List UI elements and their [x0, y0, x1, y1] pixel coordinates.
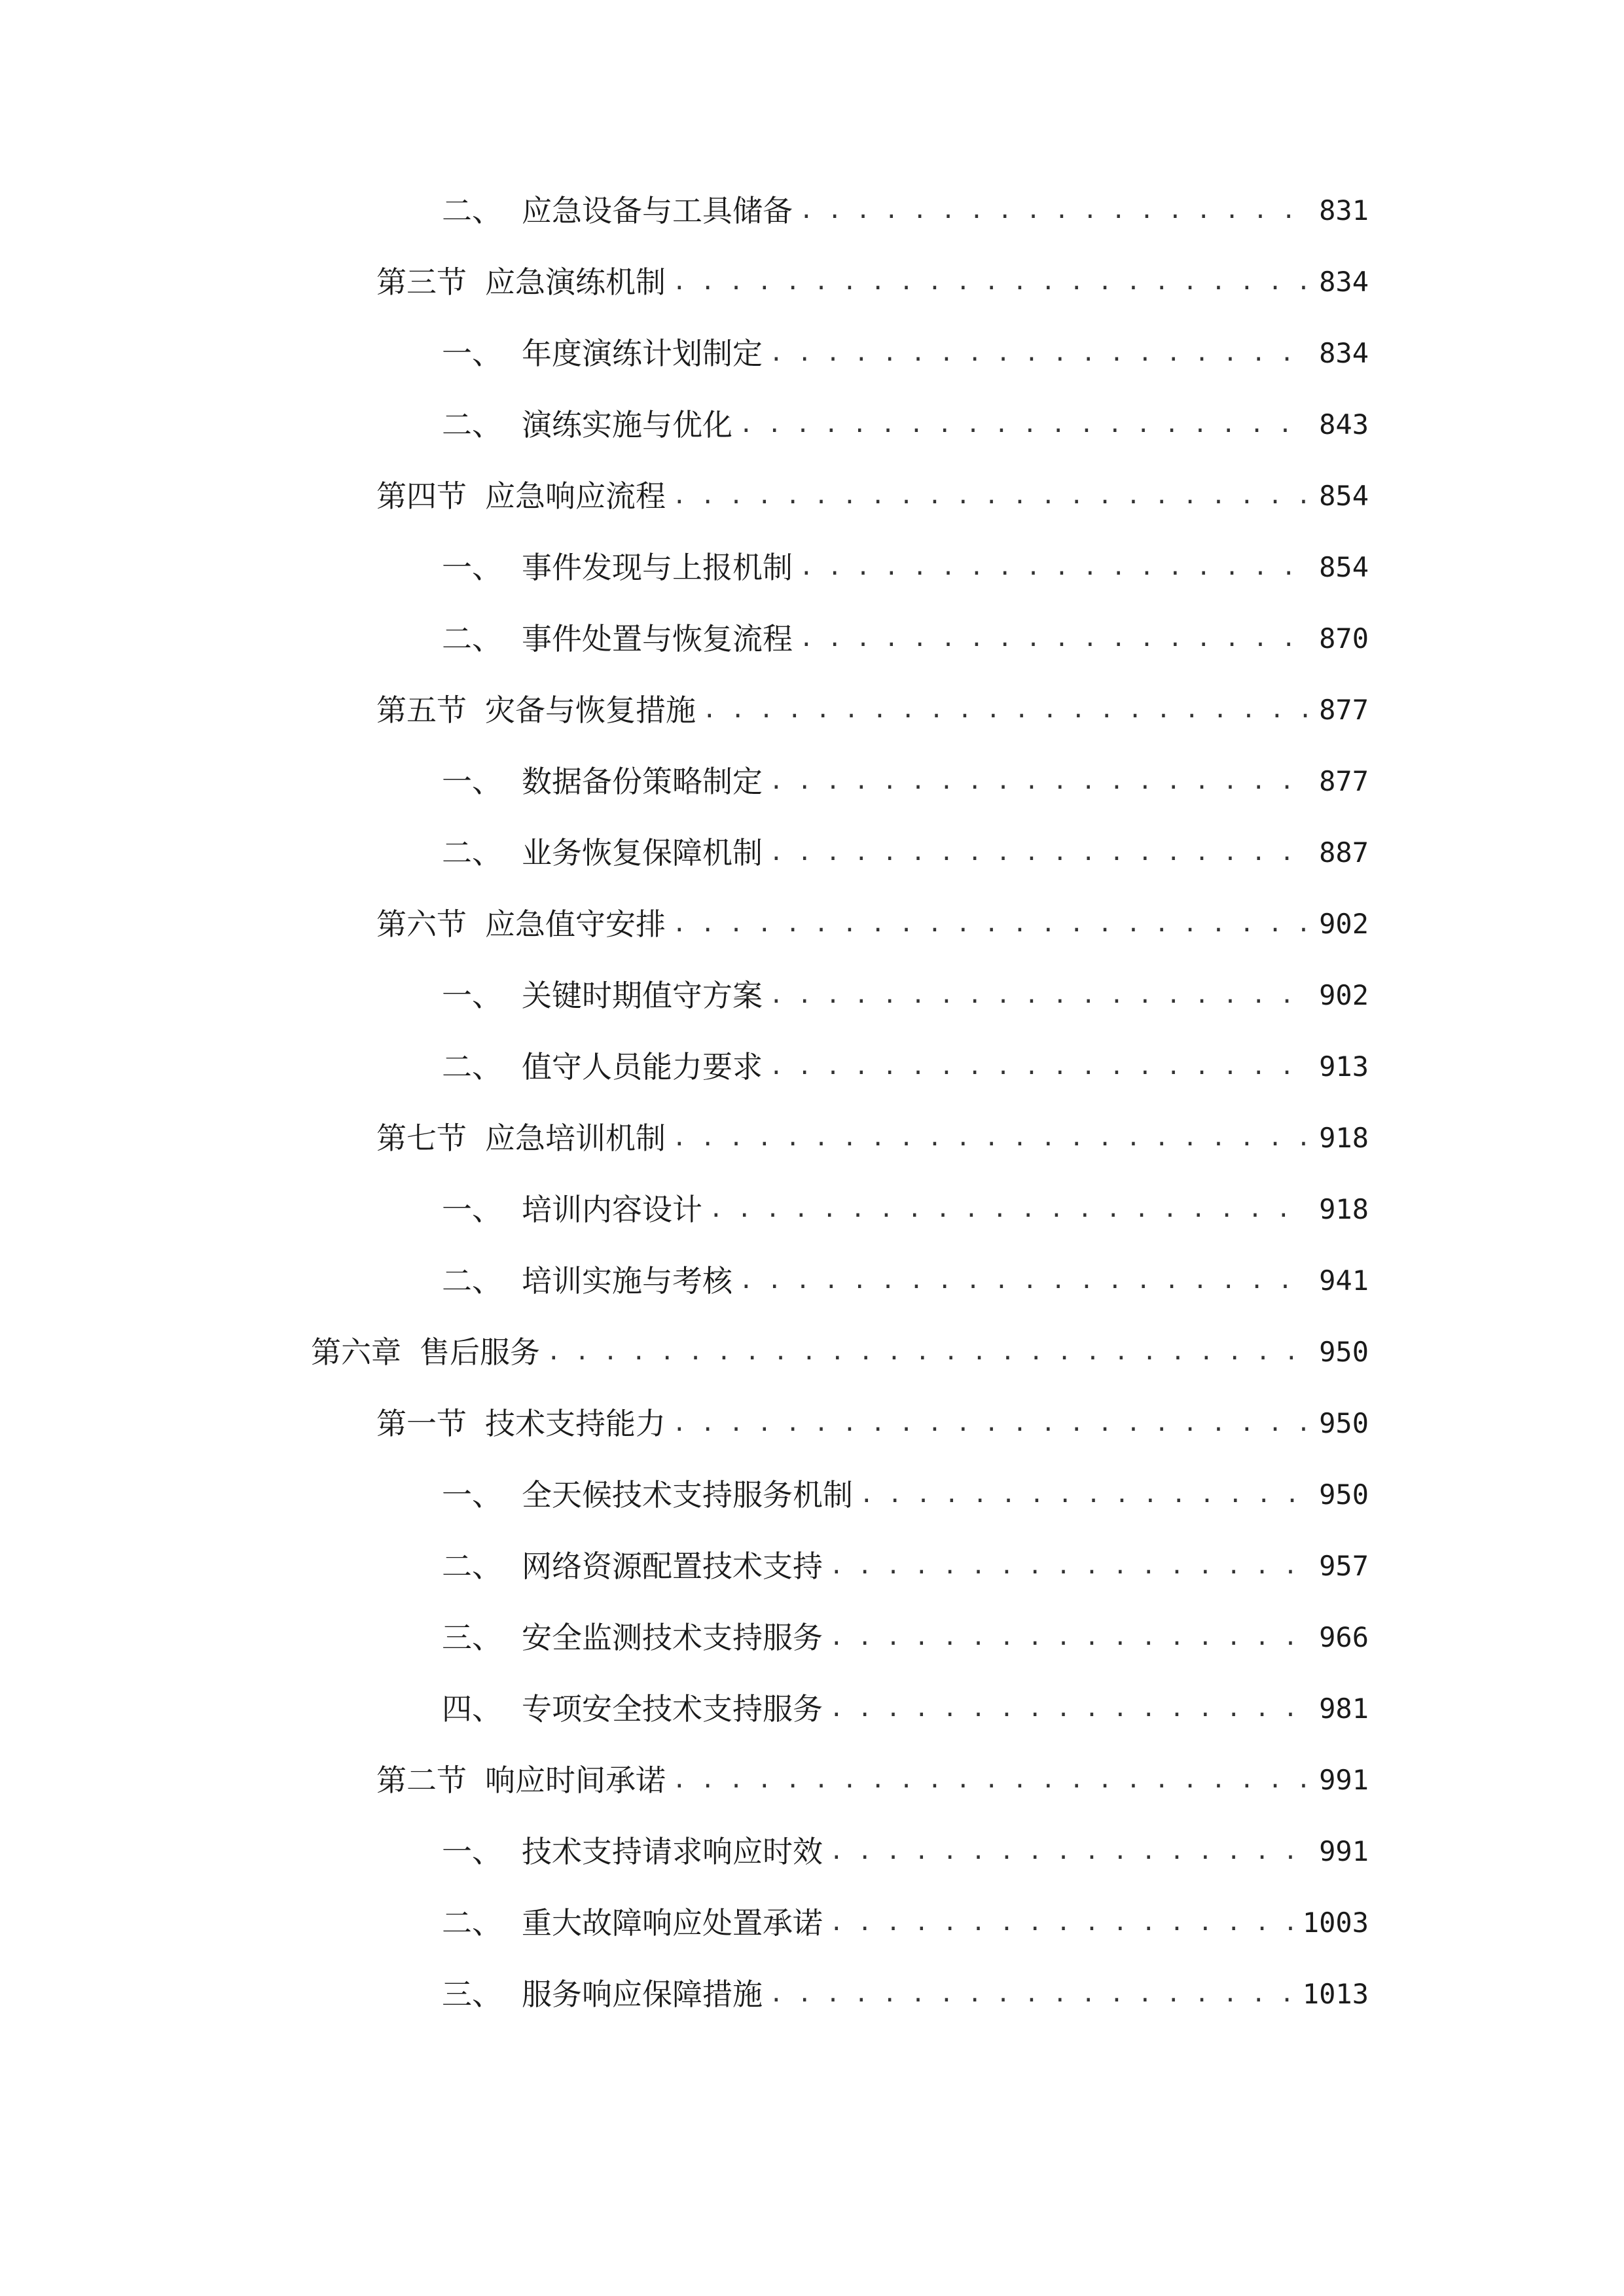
- dot-leader: [769, 833, 1310, 872]
- toc-entry-page: 887: [1319, 836, 1369, 869]
- dot-leader: [672, 1404, 1310, 1443]
- toc-entry-number: 一、: [442, 336, 502, 371]
- toc-entry-page: 991: [1319, 1835, 1369, 1867]
- dot-leader: [672, 476, 1310, 516]
- toc-entry[interactable]: [442, 1475, 1369, 1515]
- toc-entry[interactable]: [442, 1261, 1369, 1300]
- dot-leader: [769, 762, 1310, 801]
- toc-entry-title: 应急响应流程: [485, 478, 666, 514]
- toc-entry-title: 服务响应保障措施: [522, 1977, 763, 2012]
- toc-entry-page: 870: [1319, 622, 1369, 655]
- dot-leader: [547, 1333, 1310, 1372]
- dot-leader: [829, 1618, 1310, 1657]
- toc-entry-number: 二、: [442, 193, 502, 228]
- toc-entry-page: 1003: [1302, 1907, 1369, 1939]
- toc-entry-page: 877: [1319, 765, 1369, 797]
- toc-entry-page: 913: [1319, 1050, 1369, 1083]
- toc-entry-title: 应急培训机制: [485, 1121, 666, 1156]
- dot-leader: [829, 1903, 1293, 1943]
- toc-entry-number: 第六章: [311, 1335, 401, 1370]
- toc-entry-number: 四、: [442, 1691, 502, 1727]
- dot-leader: [799, 619, 1310, 658]
- dot-leader: [769, 334, 1310, 373]
- toc-entry[interactable]: [442, 1975, 1369, 2014]
- toc-entry-page: 941: [1319, 1265, 1369, 1297]
- toc-entry-number: 三、: [442, 1977, 502, 2012]
- toc-entry-title: 应急演练机制: [485, 264, 666, 300]
- dot-leader: [859, 1475, 1310, 1515]
- dot-leader: [829, 1689, 1310, 1729]
- toc-entry[interactable]: [442, 191, 1369, 230]
- toc-entry[interactable]: [442, 619, 1369, 658]
- toc-entry[interactable]: [376, 476, 1369, 516]
- toc-entry-page: 991: [1319, 1764, 1369, 1796]
- toc-entry-title: 业务恢复保障机制: [522, 835, 763, 870]
- toc-entry-page: 950: [1319, 1336, 1369, 1368]
- dot-leader: [769, 1047, 1310, 1086]
- toc-entry-page: 981: [1319, 1693, 1369, 1725]
- toc-entry-page: 834: [1319, 337, 1369, 369]
- toc-entry-number: 二、: [442, 835, 502, 870]
- toc-entry-number: 第七节: [376, 1121, 467, 1156]
- toc-entry[interactable]: [442, 334, 1369, 373]
- dot-leader: [672, 905, 1310, 944]
- toc-entry[interactable]: [376, 262, 1369, 302]
- dot-leader: [799, 548, 1310, 587]
- toc-entry[interactable]: [376, 1119, 1369, 1158]
- toc-entry-number: 二、: [442, 407, 502, 442]
- toc-entry-page: 902: [1319, 908, 1369, 940]
- dot-leader: [672, 1119, 1310, 1158]
- toc-entry-number: 第四节: [376, 478, 467, 514]
- toc-entry-title: 事件发现与上报机制: [522, 550, 793, 585]
- toc-entry-title: 技术支持能力: [485, 1406, 666, 1441]
- toc-entry[interactable]: [442, 1903, 1369, 1943]
- toc-entry-title: 重大故障响应处置承诺: [522, 1905, 823, 1941]
- toc-entry-title: 专项安全技术支持服务: [522, 1691, 823, 1727]
- toc-entry[interactable]: [376, 1761, 1369, 1800]
- toc-entry-number: 一、: [442, 1192, 502, 1227]
- toc-entry-page: 902: [1319, 979, 1369, 1011]
- toc-entry-page: 854: [1319, 480, 1369, 512]
- toc-entry-number: 二、: [442, 1549, 502, 1584]
- toc-entry-title: 关键时期值守方案: [522, 978, 763, 1013]
- toc-entry-number: 一、: [442, 1834, 502, 1869]
- toc-entry-title: 网络资源配置技术支持: [522, 1549, 823, 1584]
- toc-entry-title: 演练实施与优化: [522, 407, 732, 442]
- toc-entry[interactable]: [442, 1190, 1369, 1229]
- toc-entry[interactable]: [442, 833, 1369, 872]
- toc-entry-title: 培训内容设计: [522, 1192, 702, 1227]
- dot-leader: [829, 1547, 1310, 1586]
- toc-entry-page: 950: [1319, 1479, 1369, 1511]
- toc-entry[interactable]: [442, 1547, 1369, 1586]
- toc-entry-title: 技术支持请求响应时效: [522, 1834, 823, 1869]
- toc-entry-page: 918: [1319, 1193, 1369, 1225]
- toc-entry-title: 事件处置与恢复流程: [522, 621, 793, 656]
- toc-entry-number: 第二节: [376, 1763, 467, 1798]
- toc-entry-title: 数据备份策略制定: [522, 764, 763, 799]
- toc-entry-number: 第三节: [376, 264, 467, 300]
- toc-entry-number: 二、: [442, 1905, 502, 1941]
- toc-entry[interactable]: [442, 1047, 1369, 1086]
- toc-entry-title: 年度演练计划制定: [522, 336, 763, 371]
- toc-entry-title: 售后服务: [420, 1335, 540, 1370]
- dot-leader: [739, 1261, 1310, 1300]
- dot-leader: [769, 1975, 1293, 2014]
- dot-leader: [672, 262, 1310, 302]
- toc-entry-page: 854: [1319, 551, 1369, 583]
- toc-entry-number: 第五节: [376, 692, 467, 728]
- toc-entry-title: 灾备与恢复措施: [485, 692, 696, 728]
- toc-entry-chapter[interactable]: [311, 1333, 1369, 1372]
- toc-entry-page: 966: [1319, 1621, 1369, 1653]
- toc-entry-page: 843: [1319, 408, 1369, 440]
- toc-entry[interactable]: [442, 1689, 1369, 1729]
- toc-entry-number: 一、: [442, 550, 502, 585]
- toc-entry-number: 一、: [442, 764, 502, 799]
- toc-entry-title: 全天候技术支持服务机制: [522, 1477, 853, 1513]
- toc-entry-page: 957: [1319, 1550, 1369, 1582]
- toc-entry-number: 第六节: [376, 906, 467, 942]
- toc-entry[interactable]: [442, 1832, 1369, 1871]
- dot-leader: [739, 405, 1310, 444]
- toc-entry-page: 877: [1319, 694, 1369, 726]
- toc-entry-number: 第一节: [376, 1406, 467, 1441]
- toc-entry[interactable]: [442, 976, 1369, 1015]
- dot-leader: [672, 1761, 1310, 1800]
- toc-entry[interactable]: [442, 1618, 1369, 1657]
- toc-entry-title: 响应时间承诺: [485, 1763, 666, 1798]
- toc-entry-page: 831: [1319, 194, 1369, 226]
- toc-entry[interactable]: [376, 691, 1369, 730]
- dot-leader: [799, 191, 1310, 230]
- toc-entry-number: 二、: [442, 621, 502, 656]
- toc-entry-page: 918: [1319, 1122, 1369, 1154]
- toc-entry-page: 834: [1319, 266, 1369, 298]
- toc-entry-title: 应急设备与工具储备: [522, 193, 793, 228]
- toc-entry[interactable]: [442, 548, 1369, 587]
- toc-entry-number: 一、: [442, 1477, 502, 1513]
- dot-leader: [702, 691, 1310, 730]
- toc-entry-page: 1013: [1302, 1978, 1369, 2010]
- toc-entry-number: 三、: [442, 1620, 502, 1655]
- toc-entry-number: 二、: [442, 1049, 502, 1085]
- toc-entry-number: 一、: [442, 978, 502, 1013]
- toc-entry-page: 950: [1319, 1407, 1369, 1439]
- toc-entry-title: 值守人员能力要求: [522, 1049, 763, 1085]
- toc-entry-title: 应急值守安排: [485, 906, 666, 942]
- toc-entry[interactable]: [442, 762, 1369, 801]
- toc-entry-number: 二、: [442, 1263, 502, 1299]
- dot-leader: [709, 1190, 1310, 1229]
- dot-leader: [829, 1832, 1310, 1871]
- toc-entry-title: 安全监测技术支持服务: [522, 1620, 823, 1655]
- toc-entry[interactable]: [442, 405, 1369, 444]
- toc-entry-title: 培训实施与考核: [522, 1263, 732, 1299]
- dot-leader: [769, 976, 1310, 1015]
- toc-entry[interactable]: [376, 1404, 1369, 1443]
- toc-entry[interactable]: [376, 905, 1369, 944]
